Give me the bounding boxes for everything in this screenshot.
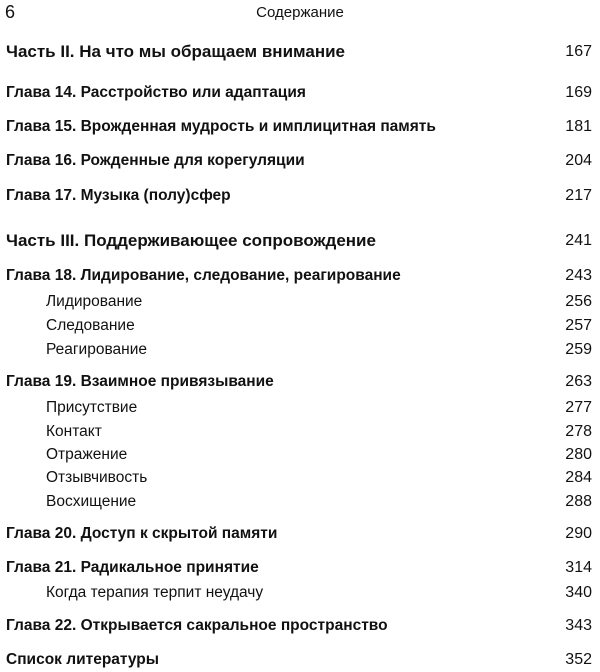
toc-title: Присутствие	[46, 399, 138, 416]
toc-title: Список литературы	[6, 651, 160, 668]
toc-section	[0, 466, 600, 490]
toc-page: 314	[565, 559, 592, 576]
toc-title: Часть II. На что мы обращаем внимание	[6, 42, 346, 61]
toc-chapter	[0, 614, 600, 638]
toc-page: 343	[565, 617, 592, 634]
toc-page: 259	[565, 341, 592, 358]
toc-page: 257	[565, 317, 592, 334]
toc-page: 243	[565, 267, 592, 284]
toc-title: Контакт	[46, 423, 102, 440]
toc-section	[0, 443, 600, 467]
toc-title: Глава 17. Музыка (полу)сфер	[6, 187, 231, 204]
toc-bibliography	[0, 648, 600, 672]
toc-chapter	[0, 556, 600, 580]
toc-page: 167	[565, 43, 592, 60]
toc-title: Глава 21. Радикальное принятие	[6, 559, 259, 576]
page-header	[0, 0, 600, 30]
toc-section	[0, 338, 600, 362]
toc-chapter	[0, 184, 600, 208]
toc-section	[0, 490, 600, 514]
toc-chapter	[0, 370, 600, 394]
toc-title: Следование	[46, 317, 135, 334]
toc-chapter	[0, 115, 600, 139]
toc-chapter	[0, 81, 600, 105]
toc-page: 278	[565, 423, 592, 440]
toc-part	[0, 229, 600, 253]
toc-page: 290	[565, 525, 592, 542]
toc-page: 352	[565, 651, 592, 668]
page-number: 6	[5, 2, 16, 22]
toc-chapter	[0, 149, 600, 173]
toc-page: 241	[565, 232, 592, 249]
toc-title: Глава 18. Лидирование, следование, реагирование	[6, 267, 401, 284]
toc-chapter	[0, 522, 600, 546]
toc-title: Глава 19. Взаимное привязывание	[6, 373, 274, 390]
toc-page: 280	[565, 446, 592, 463]
toc-page: 277	[565, 399, 592, 416]
toc-title: Отзывчивость	[46, 469, 148, 486]
toc-title: Глава 14. Расстройство или адаптация	[6, 84, 306, 101]
toc-chapter	[0, 264, 600, 288]
running-title: Содержание	[256, 4, 344, 21]
toc-section	[0, 396, 600, 420]
toc-title: Глава 20. Доступ к скрытой памяти	[6, 525, 278, 542]
toc-section	[0, 314, 600, 338]
toc-page: 284	[565, 469, 592, 486]
toc-page: 288	[565, 493, 592, 510]
toc-page: 169	[565, 84, 592, 101]
toc-page: 217	[565, 187, 592, 204]
toc-title: Восхищение	[46, 493, 137, 510]
toc-part	[0, 40, 600, 64]
toc-page: 181	[565, 118, 592, 135]
toc-page: 256	[565, 293, 592, 310]
toc-title: Глава 16. Рожденные для корегуляции	[6, 152, 305, 169]
toc-title: Реагирование	[46, 341, 147, 358]
toc-page: 340	[565, 584, 592, 601]
toc-section	[0, 420, 600, 444]
toc-title: Лидирование	[46, 293, 143, 310]
toc-title: Часть III. Поддерживающее сопровождение	[6, 231, 376, 250]
toc-title: Глава 22. Открывается сакральное пространство	[6, 617, 388, 634]
toc-title: Глава 15. Врожденная мудрость и имплицитная память	[6, 118, 436, 135]
toc-section	[0, 581, 600, 605]
toc-section	[0, 290, 600, 314]
toc-title: Отражение	[46, 446, 128, 463]
toc-title: Когда терапия терпит неудачу	[46, 584, 264, 601]
toc-page: 204	[565, 152, 592, 169]
toc-page: 263	[565, 373, 592, 390]
